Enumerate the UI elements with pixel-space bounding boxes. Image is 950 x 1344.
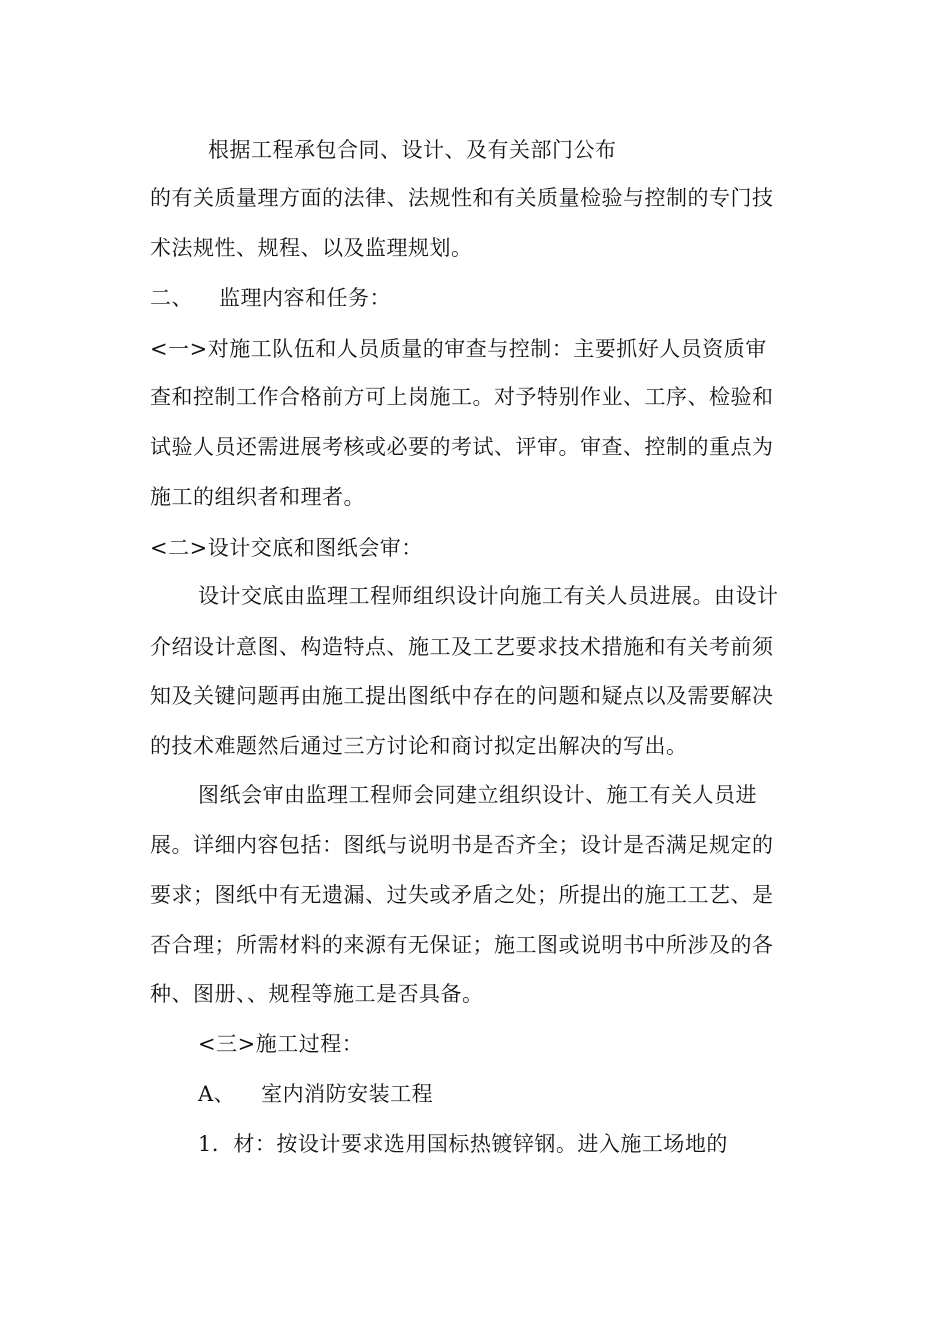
- section-number: 二、: [150, 286, 193, 310]
- subsection-1-line-4: 施工的组织者和理者。: [150, 485, 365, 509]
- item-a-heading: [198, 1078, 810, 1110]
- item-1-line-1: 1．材：按设计要求选用国标热镀锌钢。进入施工场地的: [198, 1132, 728, 1156]
- subsection-1-line-1: <一>对施工队伍和人员质量的审查与控制：主要抓好人员资质审: [150, 337, 767, 361]
- subsection-2-heading: <二>设计交底和图纸会审：: [150, 536, 423, 560]
- drawing-review-line-5: 种、图册、、规程等施工是否具备。: [150, 982, 484, 1006]
- item-a-title: 室内消防安装工程: [261, 1082, 434, 1106]
- subsection-1-line-3: 试验人员还需进展考核或必要的考试、评审。审查、控制的重点为: [150, 435, 774, 459]
- design-briefing-line-4: 的技术难题然后通过三方讨论和商讨拟定出解决的写出。: [150, 734, 688, 758]
- paragraph-line-2: 的有关质量理方面的法律、法规性和有关质量检验与控制的专门技: [150, 186, 774, 210]
- design-briefing-line-3: 知及关键问题再由施工提出图纸中存在的问题和疑点以及需要解决: [150, 684, 774, 708]
- section-heading-2: [150, 282, 810, 314]
- subsection-3-heading: <三>施工过程：: [198, 1032, 364, 1056]
- paragraph-line-3: 术法规性、规程、以及监理规划。: [150, 236, 473, 260]
- paragraph-line-1: 根据工程承包合同、设计、及有关部门公布: [208, 138, 617, 162]
- drawing-review-line-3: 要求；图纸中有无遗漏、过失或矛盾之处；所提出的施工工艺、是: [150, 883, 774, 907]
- drawing-review-line-2: 展。详细内容包括：图纸与说明书是否齐全；设计是否满足规定的: [150, 833, 774, 857]
- design-briefing-line-1: 设计交底由监理工程师组织设计向施工有关人员进展。由设计: [198, 584, 779, 608]
- drawing-review-line-1: 图纸会审由监理工程师会同建立组织设计、施工有关人员进: [198, 783, 757, 807]
- subsection-1-line-2: 查和控制工作合格前方可上岗施工。对予特别作业、工序、检验和: [150, 385, 774, 409]
- item-a-label: A、: [198, 1082, 236, 1106]
- drawing-review-line-4: 否合理；所需材料的来源有无保证；施工图或说明书中所涉及的各: [150, 933, 774, 957]
- design-briefing-line-2: 介绍设计意图、构造特点、施工及工艺要求技术措施和有关考前须: [150, 635, 774, 659]
- section-title: 监理内容和任务：: [219, 286, 391, 310]
